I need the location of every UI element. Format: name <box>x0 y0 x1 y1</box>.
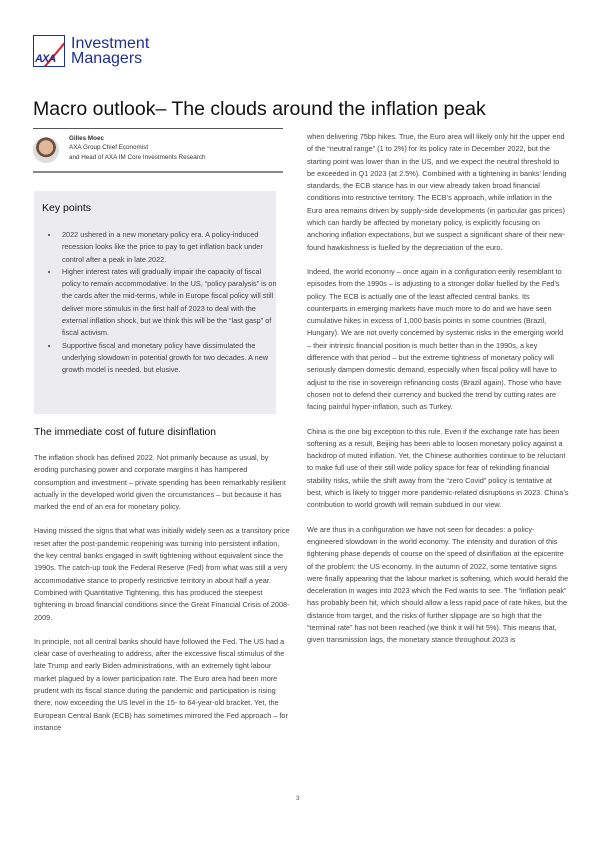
key-point-item: • 2022 ushered in a new monetary policy era. A policy-induced recession looks like the price to pay to get inflation back under control after a peak in late 2022. <box>59 229 277 266</box>
logo-mark: AXA <box>35 53 56 65</box>
author-role-1: AXA Group Chief Economist <box>69 144 149 152</box>
left-column <box>34 452 290 746</box>
title-divider <box>33 128 283 129</box>
paragraph: when delivering 75bp hikes. True, the Euro area will likely only hit the upper end of the “neutral range” (1 to 2%) for its policy rate in December 2022, but the starting point was lower than in the US, and we expect the neutral threshold to be exceeded in Q1 2023 (at 2.5%). Combined with a tightening in banks’ lending standards, the ECB stance has in our view already taken broad financial conditions into restrictive territory. The ECB’s approach, while inflation in the Euro area remains driven by supply-side developments (in particular gas prices) which can hardly be affected by monetary policy, is explicitly focusing on anchoring inflation expectations, but we suspect a significant share of their new-found hawkishness is fuelled by the depreciation of the euro. <box>307 132 567 252</box>
paragraph: The inflation shock has defined 2022. Not primarily because as usual, by eroding purchasing power and corporate margins it has hampered consumption and investment – private spending has been remarkably resilient actually in the developed world given the circumstances – but because it has marked the end of an era for monetary policy. <box>34 453 286 512</box>
author-role-2: and Head of AXA IM Core Investments Research <box>69 153 206 161</box>
logo-line1: Investment <box>71 35 150 52</box>
key-point-item: • Supportive fiscal and monetary policy have dissimulated the underlying slowdown in potential growth for two decades. A new growth model is needed. but elusive. <box>59 340 277 377</box>
author-avatar <box>33 137 59 163</box>
author-info <box>69 134 206 163</box>
author-divider <box>33 171 283 173</box>
axa-logo-icon <box>33 35 65 67</box>
paragraph: Indeed, the world economy – once again in a configuration eerily resemblant to episodes from the 1990s – is adjusting to a stronger dollar fuelled by the Fed’s policy. The ECB is actually one of the least affected central banks. Its counterparts in emerging markets have much more to do and we have seen cumulative hikes in excess of 1,000 basis points in some countries (Brazil, Hungary). We are not overly concerned by systemic risks in the emerging world – their intrinsic financial position is much better than in the 1990s, a key difference with that period – but the extreme tightness of monetary policy will seriously dampen domestic demand, especially when fiscal policy will have to adjust to the rise in sovereign refinancing costs (Brazil again). Those who have chosen not to defend their currency and bucked the trend by cutting rates are facing painful hyper-inflation, such as Turkey. <box>307 266 564 412</box>
paragraph: Having missed the signs that what was initially widely seen as a transitory price reset after the post-pandemic reopening was turning into persistent inflation, the key central banks engaged in swift tightening without equivalent since the 1990s. The catch-up took the Federal Reserve (Fed) from what was still a very accommodative stance to properly restrictive territory in about half a year. Combined with Quantitative Tightening, this has produced the steepest tightening in broad financial conditions since the Great Financial Crisis of 2008-2009. <box>34 526 290 622</box>
paragraph: China is the one big exception to this rule. Even if the exchange rate has been softening as a result, Beijing has been able to loosen monetary policy against a backdrop of muted inflation. Yet, the Chinese authorities continue to be reluctant to make full use of their still wide policy space for fear of rekindling financial stability risks, while the shift away from the “zero Covid” policy is tentative at best, which is likely to trigger more pandemic-related disruptions in 2023. China’s contribution to world growth will remain subdued in our view. <box>307 426 569 510</box>
axa-im-logo <box>33 35 149 67</box>
paragraph: We are thus in a configuration we have not seen for decades: a policy-engineered slowdown in the world economy. The intensity and duration of this tightening phase depends of course on the speed of disinflation at the epicentre of the problem: the US economy. In the autumn of 2022, some tentative signs were finally appearing that the labour market is softening, which would herald the deceleration in wages into 2023 which the Fed wants to see. The “inflation peak” has probably been hit, which should allow a less rapid pace of rate hikes, but the distance from target, and the risks of further slippage are so high that the “terminal rate” has not been reached (we think it will hit 5%). This means that, given transmission lags, the monetary stance throughout 2023 is <box>307 524 569 645</box>
page-title: Macro outlook– The clouds around the inflation peak <box>33 98 486 120</box>
logo-wordmark <box>71 36 149 66</box>
right-column <box>307 131 569 659</box>
key-points-heading: Key points <box>42 202 92 214</box>
key-points-list <box>42 229 277 377</box>
page-number: 3 <box>296 795 300 802</box>
key-points-box <box>34 191 276 414</box>
key-point-item: • Higher interest rates will gradually impair the capacity of fiscal policy to remain accommodative. In the US, “policy paralysis” is on the cards after the mid-terms, while in Europe fiscal policy will still deliver more stimulus in the first half of 2023 to deal with the external inflation shock, but we think this will be the “last gasp” of fiscal activism. <box>59 266 277 340</box>
logo-line2: Managers <box>71 50 143 67</box>
section-heading: The immediate cost of future disinflation <box>34 427 217 438</box>
author-block <box>33 134 206 163</box>
author-name: Gilles Moec <box>69 135 104 142</box>
paragraph: In principle, not all central banks should have followed the Fed. The US had a clear case of overheating to address, after the excessive fiscal stimulus of the late Trump and early Biden administrations, with an extremely tight labour market plagued by a lower participation rate. The Euro area had been more prudent with its fiscal stance during the pandemic and participation is rising there, now exceeding the US level in the 15- to 64-year-old bracket. Yet, the European Central Bank (ECB) has sometimes mirrored the Fed approach – for instance <box>34 636 288 732</box>
